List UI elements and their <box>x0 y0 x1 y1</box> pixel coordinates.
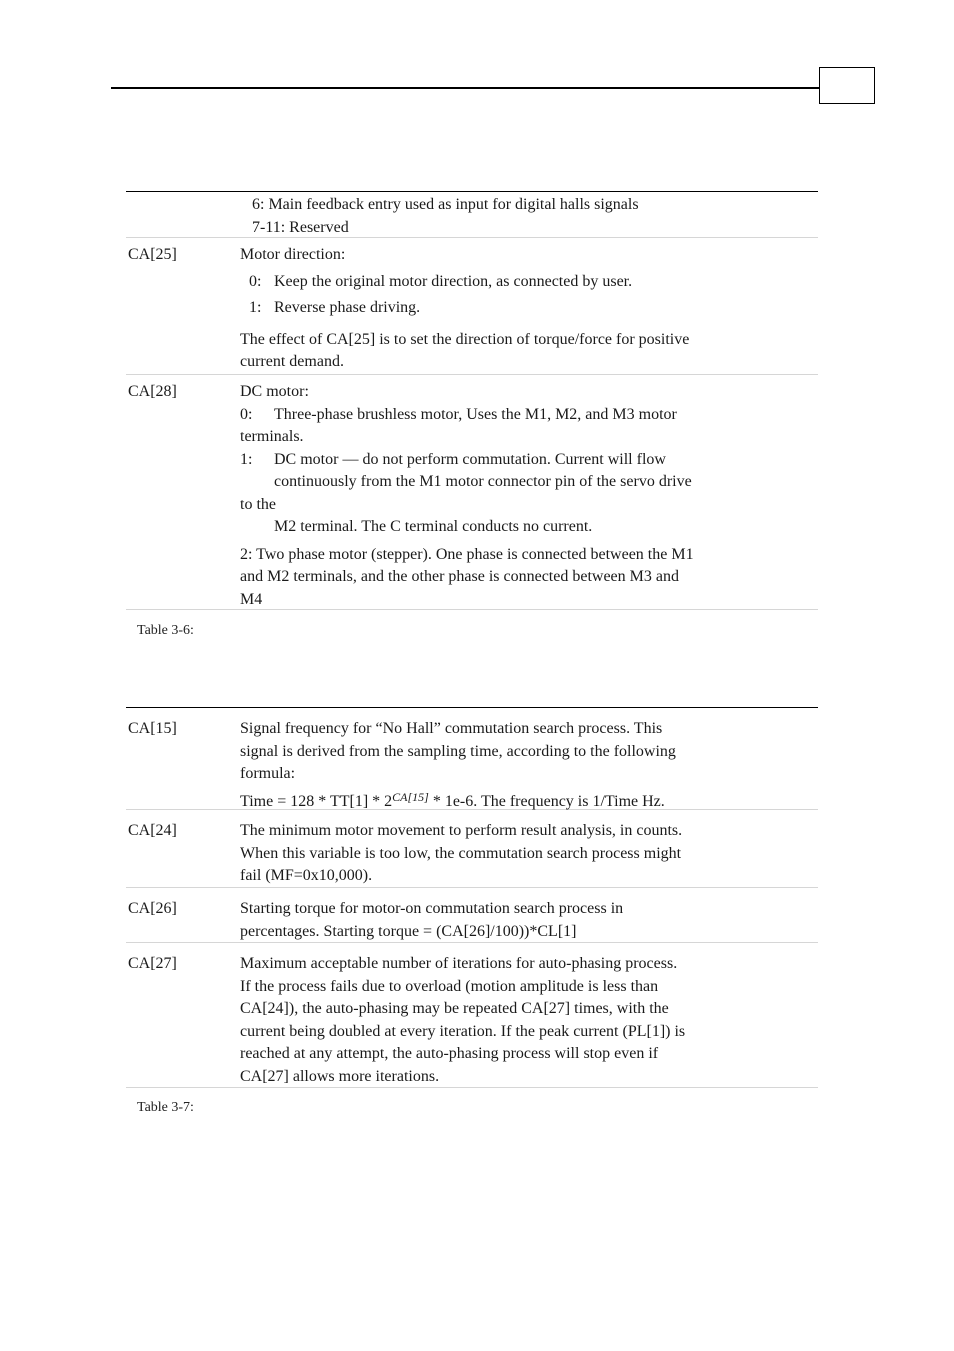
table-row <box>126 238 818 375</box>
desc-line: percentages. Starting torque = (CA[26]/100))*CL[1] <box>240 922 577 940</box>
formula-tail: * 1e-6. The frequency is 1/Time Hz. <box>428 792 665 810</box>
option-item <box>240 297 818 320</box>
table-row <box>126 943 818 1088</box>
desc-line: M4 <box>240 590 263 608</box>
header-rule <box>111 87 819 89</box>
desc-line: The minimum motor movement to perform result analysis, in counts. <box>240 822 683 839</box>
desc-line: current demand. <box>240 353 344 370</box>
desc-line: current being doubled at every iteration. If the peak current (PL[1]) is <box>240 1022 686 1040</box>
desc-line: When this variable is too low, the commutation search process might <box>240 844 682 862</box>
option-item <box>240 449 818 472</box>
formula-exponent: CA[15] <box>392 789 429 804</box>
desc-line: formula: <box>240 765 296 782</box>
option-text: Keep the original motor direction, as connected by user. <box>274 272 633 290</box>
table-3-7 <box>126 707 818 1088</box>
option-number: 1: <box>249 299 262 316</box>
desc-line: Starting torque for motor-on commutation search process in <box>240 900 624 917</box>
row-description <box>240 953 818 1088</box>
table-caption: Table 3-6: <box>137 623 194 638</box>
param-key: CA[24] <box>128 822 177 839</box>
desc-heading: Motor direction: <box>240 246 346 263</box>
param-key: CA[27] <box>128 955 177 972</box>
desc-line: fail (MF=0x10,000). <box>240 867 373 884</box>
table-row <box>126 708 818 810</box>
table-row <box>126 192 818 238</box>
option-text: Reverse phase driving. <box>274 299 421 316</box>
desc-line: M2 terminal. The C terminal conducts no current. <box>274 518 593 535</box>
option-text: DC motor — do not perform commutation. Current will flow <box>274 450 666 468</box>
table-row <box>126 810 818 888</box>
row-description <box>240 244 818 374</box>
option-number: 0: <box>249 272 262 290</box>
desc-line: CA[24]), the auto-phasing may be repeated CA[27] times, with the <box>240 1000 669 1017</box>
desc-line: The effect of CA[25] is to set the direction of torque/force for positive <box>240 330 690 348</box>
option-number: 1: <box>240 450 253 468</box>
row-description <box>240 820 818 888</box>
desc-line: CA[27] allows more iterations. <box>240 1067 440 1085</box>
desc-line: Maximum acceptable number of iterations for auto-phasing process. <box>240 955 678 972</box>
table-row <box>126 888 818 943</box>
param-key: CA[15] <box>128 720 177 737</box>
desc-line: 6: Main feedback entry used as input for digital halls signals <box>252 196 639 213</box>
table-3-6 <box>126 191 818 610</box>
desc-line: continuously from the M1 motor connector pin of the servo drive <box>274 473 692 490</box>
table-caption: Table 3-7: <box>137 1100 194 1115</box>
desc-line: and M2 terminals, and the other phase is connected between M3 and <box>240 568 679 585</box>
desc-line: 2: Two phase motor (stepper). One phase is connected between the M1 <box>240 545 694 563</box>
option-number: 0: <box>240 405 253 423</box>
row-description <box>252 194 818 239</box>
desc-line: terminals. <box>240 428 304 445</box>
desc-line: Signal frequency for “No Hall” commutation search process. This <box>240 720 663 737</box>
table-row <box>126 375 818 610</box>
formula-line <box>240 786 818 814</box>
desc-line: 7-11: Reserved <box>252 218 349 236</box>
row-description <box>240 718 818 813</box>
formula-base: Time = 128 * TT[1] * 2 <box>240 792 393 810</box>
param-key: CA[28] <box>128 383 177 400</box>
option-text: Three-phase brushless motor, Uses the M1, M2, and M3 motor <box>274 405 677 423</box>
desc-line: If the process fails due to overload (motion amplitude is less than <box>240 977 659 995</box>
param-key: CA[25] <box>128 246 177 263</box>
desc-heading: DC motor: <box>240 383 309 400</box>
option-item <box>240 271 818 294</box>
row-description <box>240 898 818 943</box>
row-description <box>240 381 818 611</box>
desc-line: reached at any attempt, the auto-phasing process will stop even if <box>240 1045 659 1062</box>
param-key: CA[26] <box>128 900 177 917</box>
desc-line: to the <box>240 495 276 513</box>
page-number-box <box>819 67 875 104</box>
desc-line: signal is derived from the sampling time, according to the following <box>240 742 676 760</box>
option-item <box>240 404 818 427</box>
